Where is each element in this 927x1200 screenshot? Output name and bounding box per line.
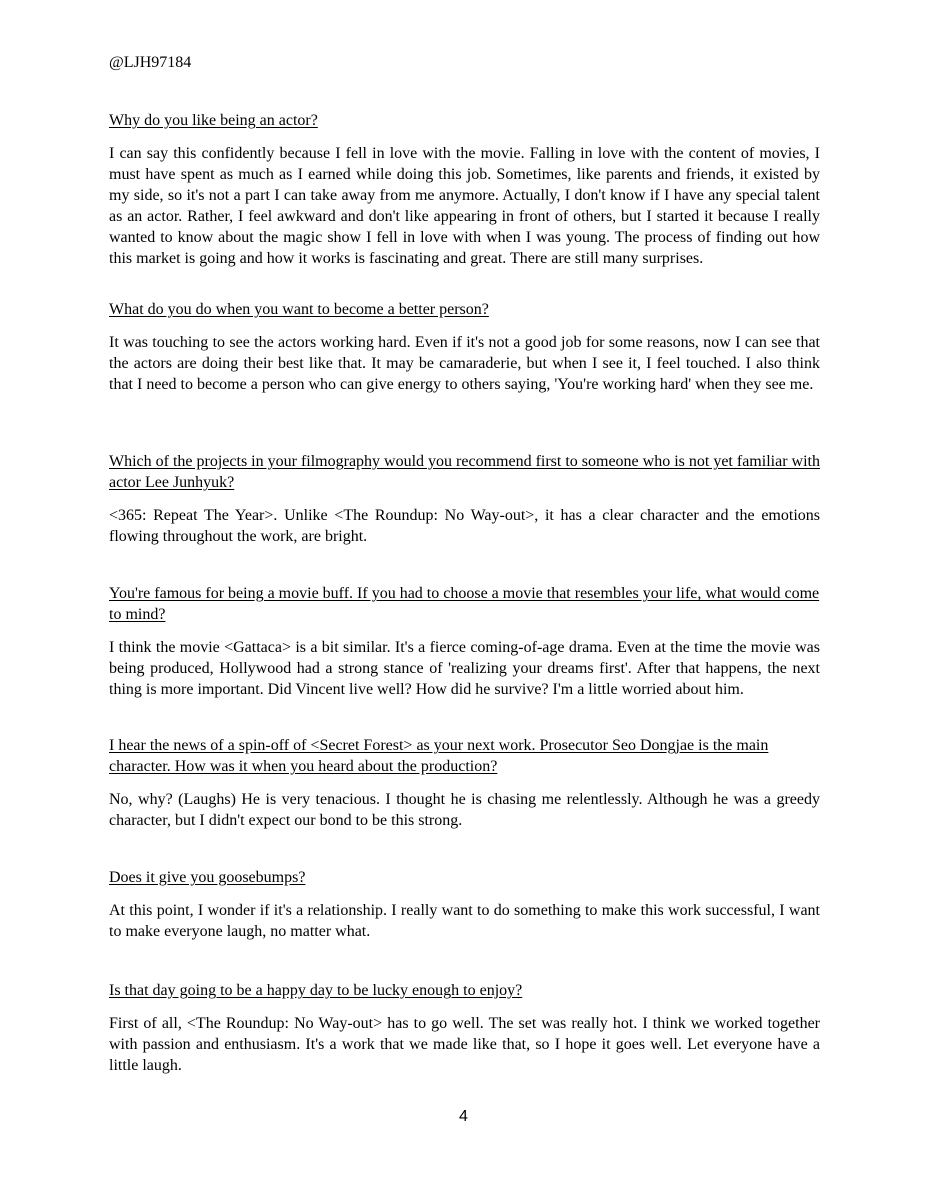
- answer-text: At this point, I wonder if it's a relationship. I really want to do something to make this work successful, I want to make everyone laugh, no matter what.: [109, 902, 820, 940]
- question-text: Why do you like being an actor?: [109, 112, 318, 129]
- answer-text: <365: Repeat The Year>. Unlike <The Roundup: No Way-out>, it has a clear character and the emotions flowing throughout the work, are bright.: [109, 507, 820, 545]
- qa-block: [109, 583, 820, 700]
- question-text: Is that day going to be a happy day to be lucky enough to enjoy?: [109, 982, 523, 999]
- question-text: Which of the projects in your filmography would you recommend first to someone who is not yet familiar with actor Lee Junhyuk?: [109, 453, 820, 491]
- qa-block: [109, 980, 820, 1076]
- question-text: What do you do when you want to become a better person?: [109, 301, 489, 318]
- qa-block: [109, 735, 820, 831]
- answer-text: First of all, <The Roundup: No Way-out> has to go well. The set was really hot. I think we worked together with passion and enthusiasm. It's a work that we made like that, so I hope it goes well. Let everyone have a little laugh.: [109, 1015, 820, 1074]
- qa-block: [109, 451, 820, 547]
- page-header-handle: @LJH97184: [109, 54, 192, 71]
- qa-block: [109, 867, 820, 942]
- question-text: I hear the news of a spin-off of <Secret Forest> as your next work. Prosecutor Seo Dongjae is the main character. How was it when you heard about the production?: [109, 737, 769, 775]
- answer-text: I think the movie <Gattaca> is a bit similar. It's a fierce coming-of-age drama. Even at the time the movie was being produced, Hollywood had a strong stance of 'realizing your dreams first'. After that happens, the next thing is more important. Did Vincent live well? How did he survive? I'm a little worried about him.: [109, 639, 820, 698]
- question-text: Does it give you goosebumps?: [109, 869, 306, 886]
- answer-text: No, why? (Laughs) He is very tenacious. I thought he is chasing me relentlessly. Although he was a greedy character, but I didn't expect our bond to be this strong.: [109, 791, 820, 829]
- qa-block: [109, 299, 820, 395]
- question-text: You're famous for being a movie buff. If you had to choose a movie that resembles your life, what would come to mind?: [109, 585, 820, 623]
- answer-text: I can say this confidently because I fell in love with the movie. Falling in love with the content of movies, I must have spent as much as I earned while doing this job. Sometimes, like parents and friends, it existed by my side, so it's not a part I can take away from me anymore. Actually, I don't know if I have any special talent as an actor. Rather, I feel awkward and don't like appearing in front of others, but I started it because I really wanted to know about the magic show I fell in love with when I was young. The process of finding out how this market is going and how it works is fascinating and great. There are still many surprises.: [109, 145, 820, 267]
- answer-text: It was touching to see the actors working hard. Even if it's not a good job for some reasons, now I can see that the actors are doing their best like that. It may be camaraderie, but when I see it, I feel touched. I also think that I need to become a person who can give energy to others saying, 'You're working hard' when they see me.: [109, 334, 820, 393]
- page-number: 4: [459, 1108, 468, 1125]
- qa-block: [109, 110, 820, 269]
